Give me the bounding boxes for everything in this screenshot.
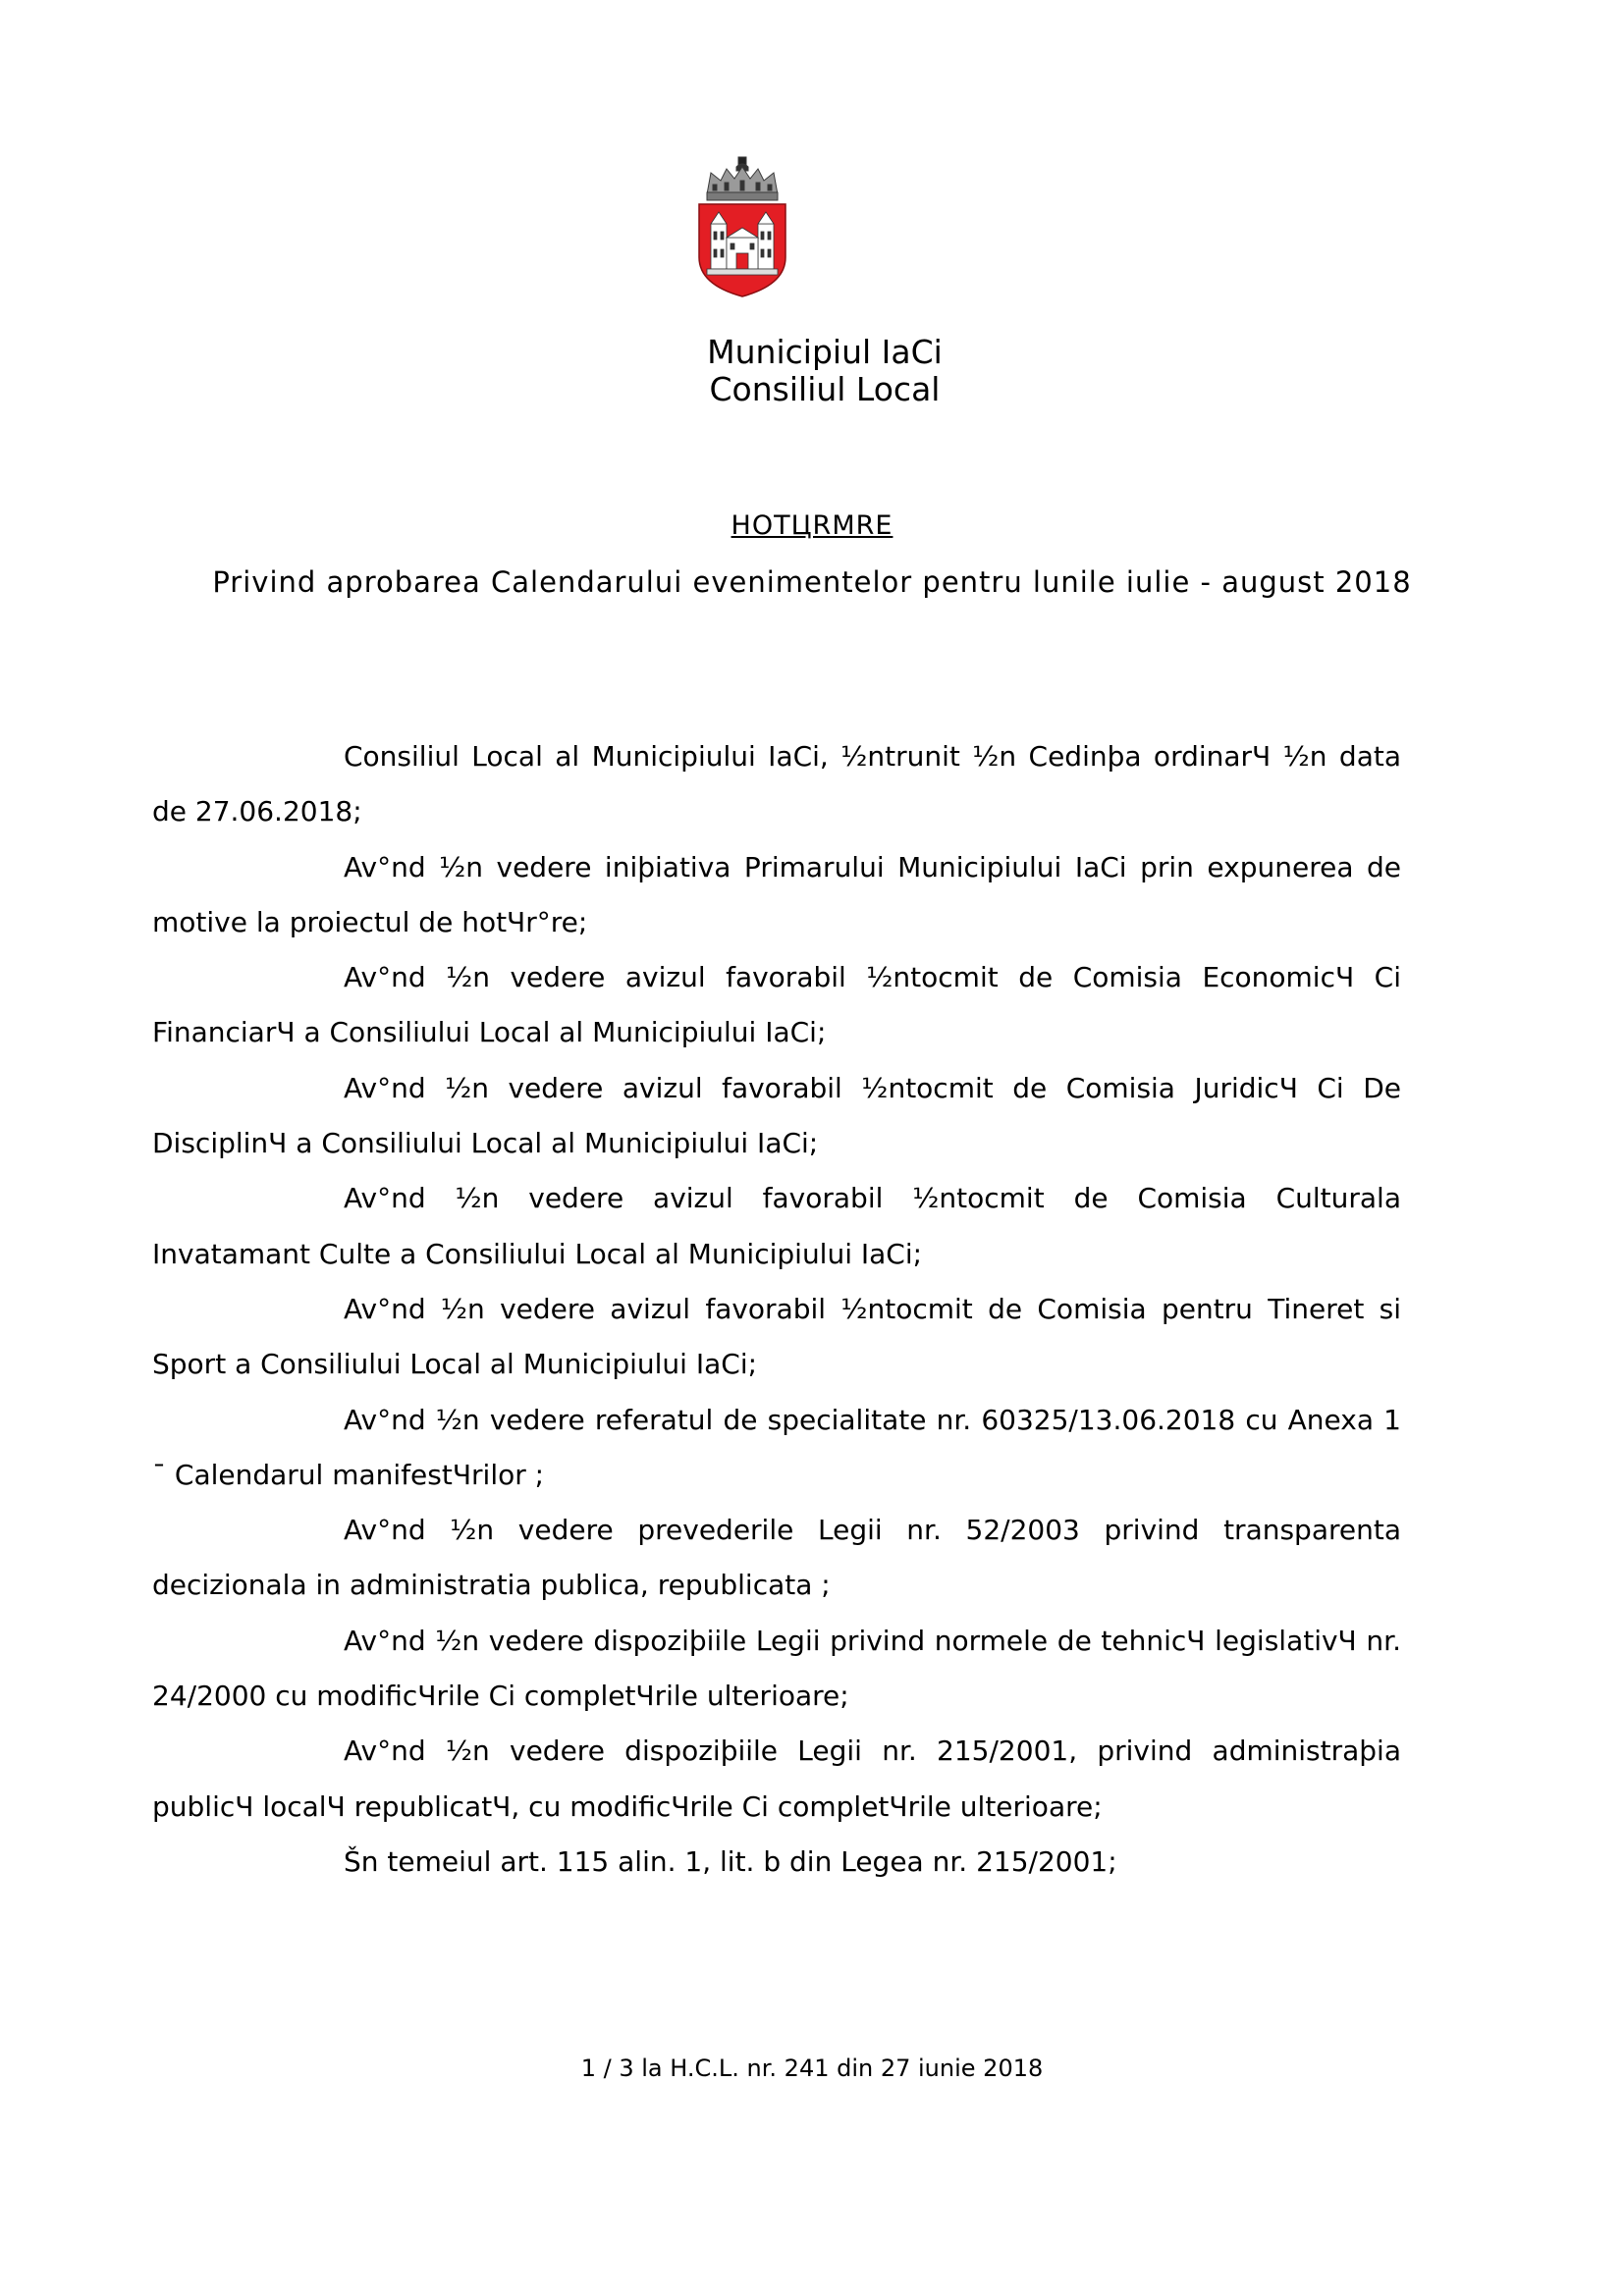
- city-coat-of-arms-icon: [693, 155, 791, 298]
- paragraph: Av°nd ½n vedere dispoziþiile Legii privind normele de tehnicЧ legislativЧ nr. 24/2000 cu modificЧrile Ci completЧrile ulterioare;: [152, 1624, 1401, 1713]
- document-subtitle: Privind aprobarea Calendarului evenimentelor pentru lunile iulie - august 2018: [212, 565, 1412, 599]
- paragraph: Av°nd ½n vedere referatul de specialitate nr. 60325/13.06.2018 cu Anexa 1 ¯ Calendarul manifestЧrilor ;: [152, 1403, 1401, 1491]
- document-body: [152, 729, 1401, 1890]
- paragraph: Av°nd ½n vedere iniþiativa Primarului Municipiului IaCi prin expunerea de motive la proiectul de hotЧr°re;: [152, 850, 1401, 938]
- paragraph: Av°nd ½n vedere avizul favorabil ½ntocmit de Comisia Culturala Invatamant Culte a Consiliului Local al Municipiului IaCi;: [152, 1182, 1401, 1270]
- paragraph: Consiliul Local al Municipiului IaCi, ½ntrunit ½n Cedinþa ordinarЧ ½n data de 27.06.2018;: [152, 740, 1401, 828]
- page-footer: 1 / 3 la H.C.L. nr. 241 din 27 iunie 2018: [580, 2055, 1044, 2082]
- crown-icon: [707, 157, 778, 200]
- document-title: HOTЦRMRE: [731, 510, 893, 541]
- paragraph: Av°nd ½n vedere avizul favorabil ½ntocmit de Comisia JuridicЧ Ci De DisciplinЧ a Consiliului Local al Municipiului IaCi;: [152, 1071, 1401, 1160]
- paragraph: Av°nd ½n vedere dispoziþiile Legii nr. 215/2001, privind administraþia publicЧ localЧ republicatЧ, cu modificЧrile Ci completЧrile ulterioare;: [152, 1735, 1401, 1823]
- municipality-name: Municipiul IaCi: [707, 333, 943, 371]
- paragraph: Av°nd ½n vedere avizul favorabil ½ntocmit de Comisia pentru Tineret si Sport a Consiliului Local al Municipiului IaCi;: [152, 1292, 1401, 1381]
- paragraph: Šn temeiul art. 115 alin. 1, lit. b din Legea nr. 215/2001;: [344, 1844, 1117, 1878]
- council-name: Consiliul Local: [709, 370, 941, 408]
- paragraph: Av°nd ½n vedere prevederile Legii nr. 52/2003 privind transparenta decizionala in administratia publica, republicata ;: [152, 1514, 1401, 1602]
- institution-name: [550, 334, 1100, 408]
- paragraph: Av°nd ½n vedere avizul favorabil ½ntocmit de Comisia EconomicЧ Ci FinanciarЧ a Consiliului Local al Municipiului IaCi;: [152, 961, 1401, 1049]
